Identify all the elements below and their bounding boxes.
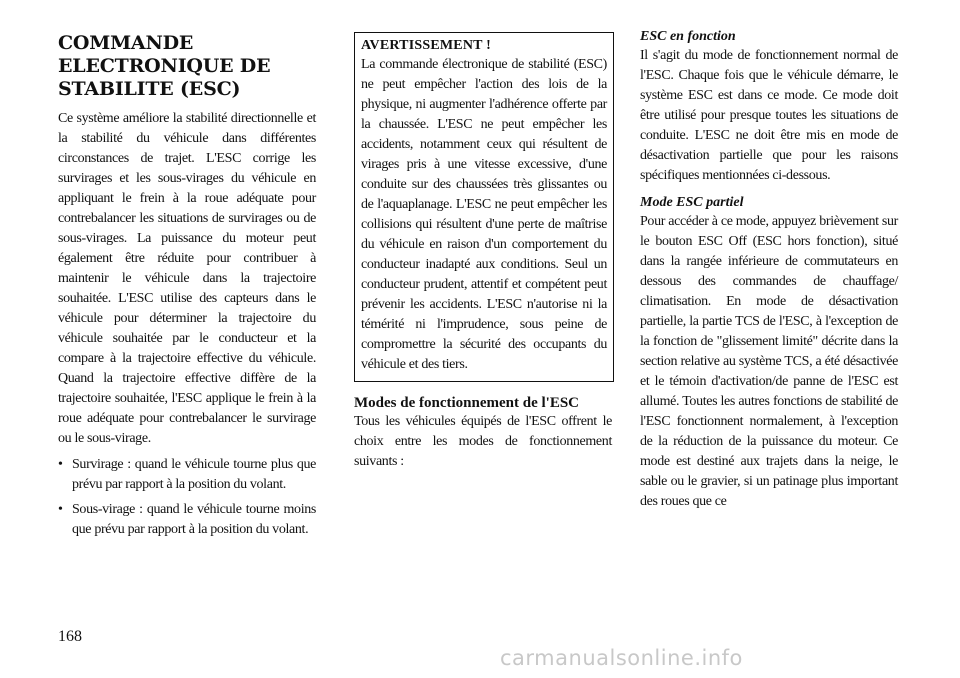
bullet-item-understeer [58,500,316,540]
warning-box [354,32,614,382]
bullet-item-oversteer [58,455,316,495]
section-heading-esc: COMMANDE ELECTRONIQUE DE STABILITE (ESC) [58,32,271,100]
column-left [58,32,316,545]
warning-title: AVERTISSEMENT ! [361,38,491,53]
watermark: carmanualsonline.info [500,646,743,670]
partial-mode-heading: Mode ESC partiel [640,195,744,210]
modes-text: Tous les véhicules équipés de l'ESC offrent le choix entre les modes de fonctionnement suivants : [354,414,612,469]
warning-text: La commande électronique de stabilité (ESC) ne peut empêcher l'action des lois de la physique, ni augmenter l'adhérence offerte par la chaussée. L'ESC ne peut empêcher les accidents, notamment ceux qui résultent de virages pris à une vitesse excessive, d'une conduite sur des chaussées très glissantes ou de l'aquaplanage. L'ESC ne peut empêcher les collisions qui résultent d'une perte de maîtrise du véhicule en raison d'un comportement du conducteur inadapté aux conditions. Seul un conducteur prudent, attentif et compétent peut prévenir les accidents. L'ESC n'autorise ni la témérité ni l'imprudence, sous peine de compromettre la sécurité des occupants du véhicule et des tiers. [361,57,607,372]
bullet-text: Survirage : quand le véhicule tourne plus que prévu par rapport à la position du volant. [72,457,316,492]
esc-intro-paragraph: Ce système améliore la stabilité directionnelle et la stabilité du véhicule dans différentes circonstances de trajet. L'ESC corrige les survirages et les sous-virages du véhicule en appliquant le frein à la roue adéquate pour contrebalancer les situations de survirages ou de sous-virages. La puissance du moteur peut également être réduite pour contribuer à maintenir le véhicule dans la trajectoire souhaitée. L'ESC utilise des capteurs dans le véhicule pour déterminer la trajectoire du véhicule souhaitée par le conducteur et la compare à la trajectoire effective du véhicule. Quand la trajectoire effective diffère de la trajectoire souhaitée, l'ESC applique le frein à la roue adéquate pour contrebalancer le survirage ou le sous-virage. [58,111,316,446]
bullet-icon: • [58,502,63,517]
partial-mode-text: Pour accéder à ce mode, appuyez brièvement sur le bouton ESC Off (ESC hors fonction), situé dans la rangée inférieure de commutateurs en dessous des commandes de chauffage/ climatisation. En mode de désactivation partielle, la partie TCS de l'ESC, à l'exception de la fonction de "glissement limité" décrite dans la section relative au système TCS, a été désactivée et le témoin d'activation/de panne de l'ESC est allumé. Toutes les autres fonctions de stabilité de l'ESC fonctionnent normalement, à l'exception de la réduction de la puissance du moteur. Ce mode est destiné aux trajets dans la neige, le sable ou le gravier, si un patinage plus important des roues que ce [640,214,898,509]
esc-on-heading: ESC en fonction [640,29,736,44]
bullet-icon: • [58,457,63,472]
bullet-list [58,455,316,540]
column-middle [354,32,612,472]
bullet-text: Sous-virage : quand le véhicule tourne moins que prévu par rapport à la position du volant. [72,502,316,537]
esc-on-text: Il s'agit du mode de fonctionnement normal de l'ESC. Chaque fois que le véhicule démarre, le système ESC est dans ce mode. Ce mode doit être utilisé pour presque toutes les situations de conduite. L'ESC ne doit être mis en mode de désactivation partielle que pour les raisons spécifiques mentionnées ci-dessous. [640,48,898,183]
page-number: 168 [58,628,82,645]
column-right [640,29,898,512]
modes-heading: Modes de fonctionnement de l'ESC [354,395,579,411]
